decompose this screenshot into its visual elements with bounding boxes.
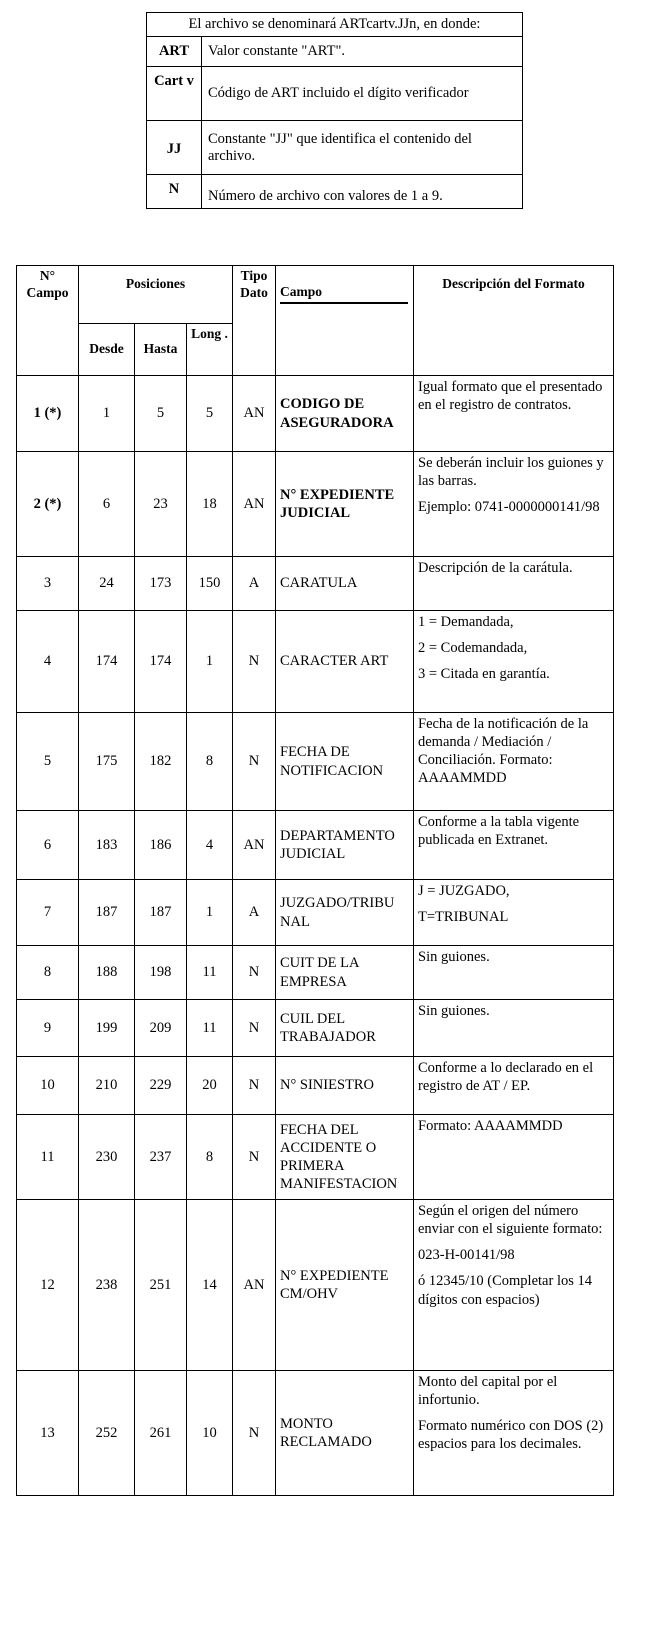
table-header-row bbox=[17, 266, 614, 324]
table-row bbox=[17, 452, 614, 557]
field-name-cell: CODIGO DE ASEGURADORA bbox=[276, 376, 414, 452]
data-type-cell: A bbox=[233, 557, 276, 611]
table-row bbox=[17, 1115, 614, 1200]
from-cell: 210 bbox=[79, 1057, 135, 1115]
description-line: Sin guiones. bbox=[418, 1003, 490, 1019]
length-cell: 11 bbox=[187, 1000, 233, 1057]
from-cell: 238 bbox=[79, 1200, 135, 1371]
file-naming-text: Código de ART incluido el dígito verificador bbox=[202, 67, 523, 121]
description-line: 1 = Demandada, bbox=[418, 614, 514, 630]
length-cell: 8 bbox=[187, 713, 233, 811]
length-cell: 10 bbox=[187, 1371, 233, 1496]
data-type-cell: N bbox=[233, 1371, 276, 1496]
field-name-cell: CARATULA bbox=[276, 557, 414, 611]
description-line: Sin guiones. bbox=[418, 949, 490, 965]
header-field-number: N° Campo bbox=[17, 266, 79, 376]
field-name-cell: N° EXPEDIENTE JUDICIAL bbox=[276, 452, 414, 557]
description-line: Igual formato que el presentado en el registro de contratos. bbox=[418, 379, 603, 414]
data-type-cell: AN bbox=[233, 1200, 276, 1371]
description-cell bbox=[414, 1000, 614, 1057]
length-cell: 5 bbox=[187, 376, 233, 452]
table-row bbox=[17, 611, 614, 713]
header-from: Desde bbox=[79, 324, 135, 376]
file-naming-heading: El archivo se denominará ARTcartv.JJn, en donde: bbox=[147, 13, 523, 37]
field-name-cell: CUIT DE LA EMPRESA bbox=[276, 946, 414, 1000]
field-name-cell: CUIL DEL TRABAJADOR bbox=[276, 1000, 414, 1057]
field-number-cell: 2 (*) bbox=[17, 452, 79, 557]
header-field-label: Campo bbox=[280, 284, 408, 304]
description-line: 2 = Codemandada, bbox=[418, 640, 528, 657]
table-row bbox=[17, 1057, 614, 1115]
description-cell bbox=[414, 557, 614, 611]
data-type-cell: AN bbox=[233, 811, 276, 880]
field-name-cell: N° SINIESTRO bbox=[276, 1057, 414, 1115]
description-line: 023-H-00141/98 bbox=[418, 1247, 515, 1264]
description-line: Se deberán incluir los guiones y las barras. bbox=[418, 455, 604, 490]
description-line: Conforme a la tabla vigente publicada en Extranet. bbox=[418, 814, 580, 849]
length-cell: 20 bbox=[187, 1057, 233, 1115]
length-cell: 4 bbox=[187, 811, 233, 880]
description-line: Formato: AAAAMMDD bbox=[418, 1118, 563, 1134]
to-cell: 187 bbox=[135, 880, 187, 946]
from-cell: 1 bbox=[79, 376, 135, 452]
description-line: Monto del capital por el infortunio. bbox=[418, 1374, 558, 1409]
to-cell: 251 bbox=[135, 1200, 187, 1371]
description-line: Formato numérico con DOS (2) espacios para los decimales. bbox=[418, 1418, 604, 1453]
description-cell bbox=[414, 452, 614, 557]
header-description: Descripción del Formato bbox=[414, 266, 614, 376]
file-naming-key: JJ bbox=[147, 121, 202, 175]
table-row bbox=[17, 713, 614, 811]
description-cell bbox=[414, 376, 614, 452]
description-line: 3 = Citada en garantía. bbox=[418, 666, 550, 683]
field-name-cell: MONTO RECLAMADO bbox=[276, 1371, 414, 1496]
description-line: Descripción de la carátula. bbox=[418, 560, 573, 576]
field-number-cell: 7 bbox=[17, 880, 79, 946]
to-cell: 237 bbox=[135, 1115, 187, 1200]
from-cell: 230 bbox=[79, 1115, 135, 1200]
table-row bbox=[17, 1000, 614, 1057]
to-cell: 186 bbox=[135, 811, 187, 880]
from-cell: 6 bbox=[79, 452, 135, 557]
table-body bbox=[17, 376, 614, 1496]
description-line: Conforme a lo declarado en el registro de AT / EP. bbox=[418, 1060, 594, 1095]
file-naming-key: ART bbox=[147, 37, 202, 67]
to-cell: 182 bbox=[135, 713, 187, 811]
field-name-cell: FECHA DE NOTIFICACION bbox=[276, 713, 414, 811]
description-cell bbox=[414, 1371, 614, 1496]
field-name-cell: N° EXPEDIENTE CM/OHV bbox=[276, 1200, 414, 1371]
from-cell: 183 bbox=[79, 811, 135, 880]
data-type-cell: N bbox=[233, 1115, 276, 1200]
field-number-cell: 9 bbox=[17, 1000, 79, 1057]
description-cell bbox=[414, 713, 614, 811]
file-naming-key: Cart v bbox=[147, 67, 202, 121]
field-name-cell: DEPARTAMENTO JUDICIAL bbox=[276, 811, 414, 880]
to-cell: 229 bbox=[135, 1057, 187, 1115]
table-row bbox=[17, 946, 614, 1000]
header-field bbox=[276, 266, 414, 376]
description-cell bbox=[414, 811, 614, 880]
data-type-cell: N bbox=[233, 611, 276, 713]
file-naming-key: N bbox=[147, 175, 202, 209]
to-cell: 5 bbox=[135, 376, 187, 452]
table-row bbox=[17, 1200, 614, 1371]
field-name-cell: JUZGADO/TRIBU NAL bbox=[276, 880, 414, 946]
table-row bbox=[17, 557, 614, 611]
field-name-cell: FECHA DEL ACCIDENTE O PRIMERA MANIFESTACION bbox=[276, 1115, 414, 1200]
record-format-table bbox=[16, 265, 614, 1496]
header-to: Hasta bbox=[135, 324, 187, 376]
data-type-cell: AN bbox=[233, 452, 276, 557]
field-number-cell: 8 bbox=[17, 946, 79, 1000]
table-row bbox=[17, 376, 614, 452]
data-type-cell: N bbox=[233, 946, 276, 1000]
to-cell: 174 bbox=[135, 611, 187, 713]
field-name-cell: CARACTER ART bbox=[276, 611, 414, 713]
table-row bbox=[17, 811, 614, 880]
field-number-cell: 10 bbox=[17, 1057, 79, 1115]
field-number-cell: 12 bbox=[17, 1200, 79, 1371]
data-type-cell: N bbox=[233, 713, 276, 811]
field-number-cell: 3 bbox=[17, 557, 79, 611]
data-type-cell: A bbox=[233, 880, 276, 946]
description-cell bbox=[414, 1115, 614, 1200]
description-cell bbox=[414, 1057, 614, 1115]
file-naming-text: Número de archivo con valores de 1 a 9. bbox=[202, 175, 523, 209]
header-positions: Posiciones bbox=[79, 266, 233, 324]
file-naming-text: Constante "JJ" que identifica el contenido del archivo. bbox=[202, 121, 523, 175]
from-cell: 187 bbox=[79, 880, 135, 946]
description-line: J = JUZGADO, bbox=[418, 883, 510, 899]
description-cell bbox=[414, 880, 614, 946]
table-row bbox=[17, 880, 614, 946]
header-data-type: Tipo Dato bbox=[233, 266, 276, 376]
data-type-cell: AN bbox=[233, 376, 276, 452]
header-length: Long . bbox=[187, 324, 233, 376]
to-cell: 198 bbox=[135, 946, 187, 1000]
file-naming-row bbox=[147, 67, 523, 121]
description-line: T=TRIBUNAL bbox=[418, 909, 509, 926]
description-cell bbox=[414, 946, 614, 1000]
field-number-cell: 4 bbox=[17, 611, 79, 713]
file-naming-row bbox=[147, 175, 523, 209]
length-cell: 18 bbox=[187, 452, 233, 557]
from-cell: 24 bbox=[79, 557, 135, 611]
from-cell: 174 bbox=[79, 611, 135, 713]
field-number-cell: 13 bbox=[17, 1371, 79, 1496]
from-cell: 252 bbox=[79, 1371, 135, 1496]
data-type-cell: N bbox=[233, 1057, 276, 1115]
from-cell: 188 bbox=[79, 946, 135, 1000]
to-cell: 23 bbox=[135, 452, 187, 557]
length-cell: 1 bbox=[187, 880, 233, 946]
description-line: ó 12345/10 (Completar los 14 dígitos con espacios) bbox=[418, 1273, 592, 1308]
field-number-cell: 1 (*) bbox=[17, 376, 79, 452]
file-naming-heading-row bbox=[147, 13, 523, 37]
length-cell: 8 bbox=[187, 1115, 233, 1200]
file-naming-table bbox=[146, 12, 523, 209]
file-naming-row bbox=[147, 37, 523, 67]
description-line: Fecha de la notificación de la demanda / Mediación / Conciliación. Formato: AAAAMMDD bbox=[418, 716, 589, 787]
description-line: Según el origen del número enviar con el siguiente formato: bbox=[418, 1203, 603, 1238]
table-row bbox=[17, 1371, 614, 1496]
from-cell: 199 bbox=[79, 1000, 135, 1057]
to-cell: 209 bbox=[135, 1000, 187, 1057]
field-number-cell: 6 bbox=[17, 811, 79, 880]
description-cell bbox=[414, 1200, 614, 1371]
file-naming-row bbox=[147, 121, 523, 175]
length-cell: 150 bbox=[187, 557, 233, 611]
field-number-cell: 5 bbox=[17, 713, 79, 811]
description-line: Ejemplo: 0741-0000000141/98 bbox=[418, 499, 600, 516]
from-cell: 175 bbox=[79, 713, 135, 811]
length-cell: 14 bbox=[187, 1200, 233, 1371]
length-cell: 1 bbox=[187, 611, 233, 713]
description-cell bbox=[414, 611, 614, 713]
to-cell: 261 bbox=[135, 1371, 187, 1496]
length-cell: 11 bbox=[187, 946, 233, 1000]
file-naming-text: Valor constante "ART". bbox=[202, 37, 523, 67]
field-number-cell: 11 bbox=[17, 1115, 79, 1200]
data-type-cell: N bbox=[233, 1000, 276, 1057]
to-cell: 173 bbox=[135, 557, 187, 611]
